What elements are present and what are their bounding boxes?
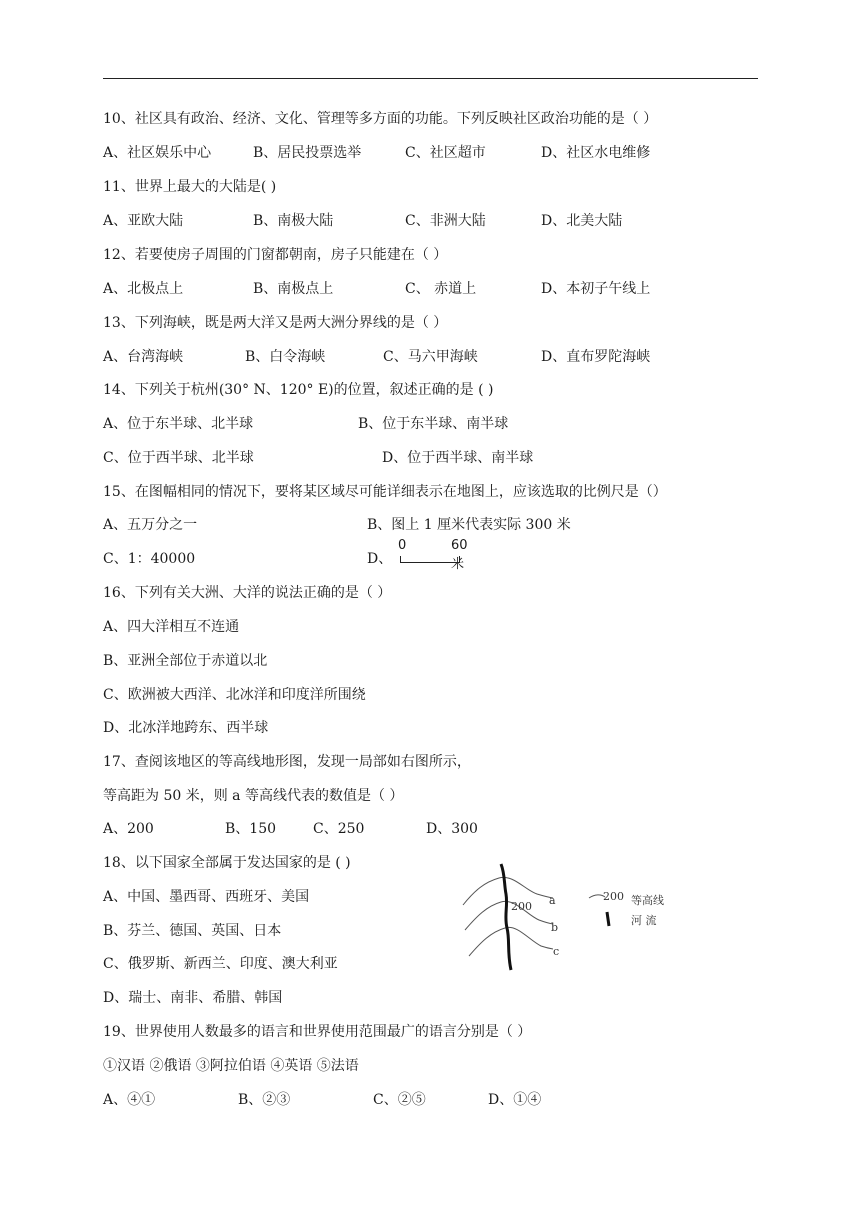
option-c: C、社区超市	[405, 145, 486, 161]
option-a: A、200	[103, 821, 154, 837]
option-d: D、位于西半球、南半球	[382, 450, 534, 466]
contour-label-a: a	[549, 894, 556, 907]
legend-river-symbol	[607, 912, 609, 926]
question-18-stem: 18、以下国家全部属于发达国家的是 ( )	[103, 855, 351, 871]
legend-contour-value: 200	[603, 890, 624, 903]
option-a: A、亚欧大陆	[103, 213, 184, 229]
question-13-stem: 13、下列海峡，既是两大洋又是两大洲分界线的是（ ）	[103, 315, 448, 331]
option-c: C、位于西半球、北半球	[103, 450, 254, 466]
option-b: B、南极点上	[253, 281, 334, 297]
question-11-stem: 11、世界上最大的大陆是( )	[103, 179, 277, 195]
scale-bar	[398, 538, 470, 572]
question-17-stem-1: 17、查阅该地区的等高线地形图，发现一局部如右图所示，	[103, 754, 471, 770]
question-16-option-a: A、四大洋相互不连通	[103, 619, 240, 635]
question-17-stem-2: 等高距为 50 米，则 a 等高线代表的数值是（ ）	[103, 788, 404, 804]
option-c: C、1：40000	[103, 551, 196, 567]
option-b: B、150	[225, 821, 277, 837]
option-b: B、②③	[238, 1092, 291, 1108]
option-d: D、北美大陆	[541, 213, 623, 229]
option-c: C、马六甲海峡	[383, 349, 478, 365]
option-a: A、台湾海峡	[103, 349, 184, 365]
question-12-stem: 12、若要使房子周围的门窗都朝南，房子只能建在（ ）	[103, 247, 448, 263]
option-a: A、社区娱乐中心	[103, 145, 212, 161]
header-rule	[103, 78, 758, 79]
contour-label-c: c	[553, 945, 560, 958]
question-10-stem: 10、社区具有政治、经济、文化、管理等多方面的功能。下列反映社区政治功能的是（ ）	[103, 111, 658, 127]
question-19-stem: 19、世界使用人数最多的语言和世界使用范围最广的语言分别是（ ）	[103, 1024, 532, 1040]
option-b: B、南极大陆	[253, 213, 334, 229]
contour-map-figure	[455, 860, 685, 980]
scale-label-zero: 0	[398, 538, 407, 553]
question-19-choices: ①汉语 ②俄语 ③阿拉伯语 ④英语 ⑤法语	[103, 1058, 359, 1074]
legend-contour-label: 等高线	[631, 894, 664, 907]
legend-river-label: 河 流	[631, 914, 657, 927]
option-a: A、位于东半球、北半球	[103, 416, 254, 432]
question-16-option-b: B、亚洲全部位于赤道以北	[103, 653, 268, 669]
option-b: B、白令海峡	[245, 349, 326, 365]
option-a: A、北极点上	[103, 281, 184, 297]
option-b: B、位于东半球、南半球	[358, 416, 509, 432]
question-16-stem: 16、下列有关大洲、大洋的说法正确的是（ ）	[103, 585, 392, 601]
option-d: D、①④	[488, 1092, 542, 1108]
contour-line-c	[469, 927, 553, 956]
contour-label-b: b	[551, 921, 559, 934]
option-c: C、250	[313, 821, 365, 837]
scale-bar-line	[400, 556, 460, 563]
option-d: D、社区水电维修	[541, 145, 651, 161]
option-a: A、五万分之一	[103, 517, 198, 533]
question-14-stem: 14、下列关于杭州(30° N、120° E)的位置，叙述正确的是 ( )	[103, 382, 494, 398]
option-b: B、图上 1 厘米代表实际 300 米	[367, 517, 571, 533]
question-15-stem: 15、在图幅相同的情况下，要将某区域尽可能详细表示在地图上，应该选取的比例尺是（）	[103, 484, 667, 500]
scale-label-sixty: 60 米	[451, 538, 468, 572]
contour-value-label: 200	[511, 900, 532, 913]
option-d: D、直布罗陀海峡	[541, 349, 651, 365]
option-a: A、④①	[103, 1092, 156, 1108]
option-d: D、	[367, 551, 393, 567]
option-c: C、 赤道上	[405, 281, 477, 297]
contour-line-b	[465, 901, 553, 930]
option-b: B、居民投票选举	[253, 145, 362, 161]
question-16-option-c: C、欧洲被大西洋、北冰洋和印度洋所围绕	[103, 687, 366, 703]
question-16-option-d: D、北冰洋地跨东、西半球	[103, 720, 269, 736]
river-line	[501, 864, 511, 970]
question-18-option-c: C、俄罗斯、新西兰、印度、澳大利亚	[103, 956, 338, 972]
option-c: C、非洲大陆	[405, 213, 486, 229]
option-d: D、300	[426, 821, 478, 837]
question-18-option-d: D、瑞士、南非、希腊、韩国	[103, 990, 283, 1006]
question-18-option-b: B、芬兰、德国、英国、日本	[103, 923, 282, 939]
option-c: C、②⑤	[373, 1092, 426, 1108]
question-18-option-a: A、中国、墨西哥、西班牙、美国	[103, 889, 310, 905]
option-d: D、本初子午线上	[541, 281, 651, 297]
